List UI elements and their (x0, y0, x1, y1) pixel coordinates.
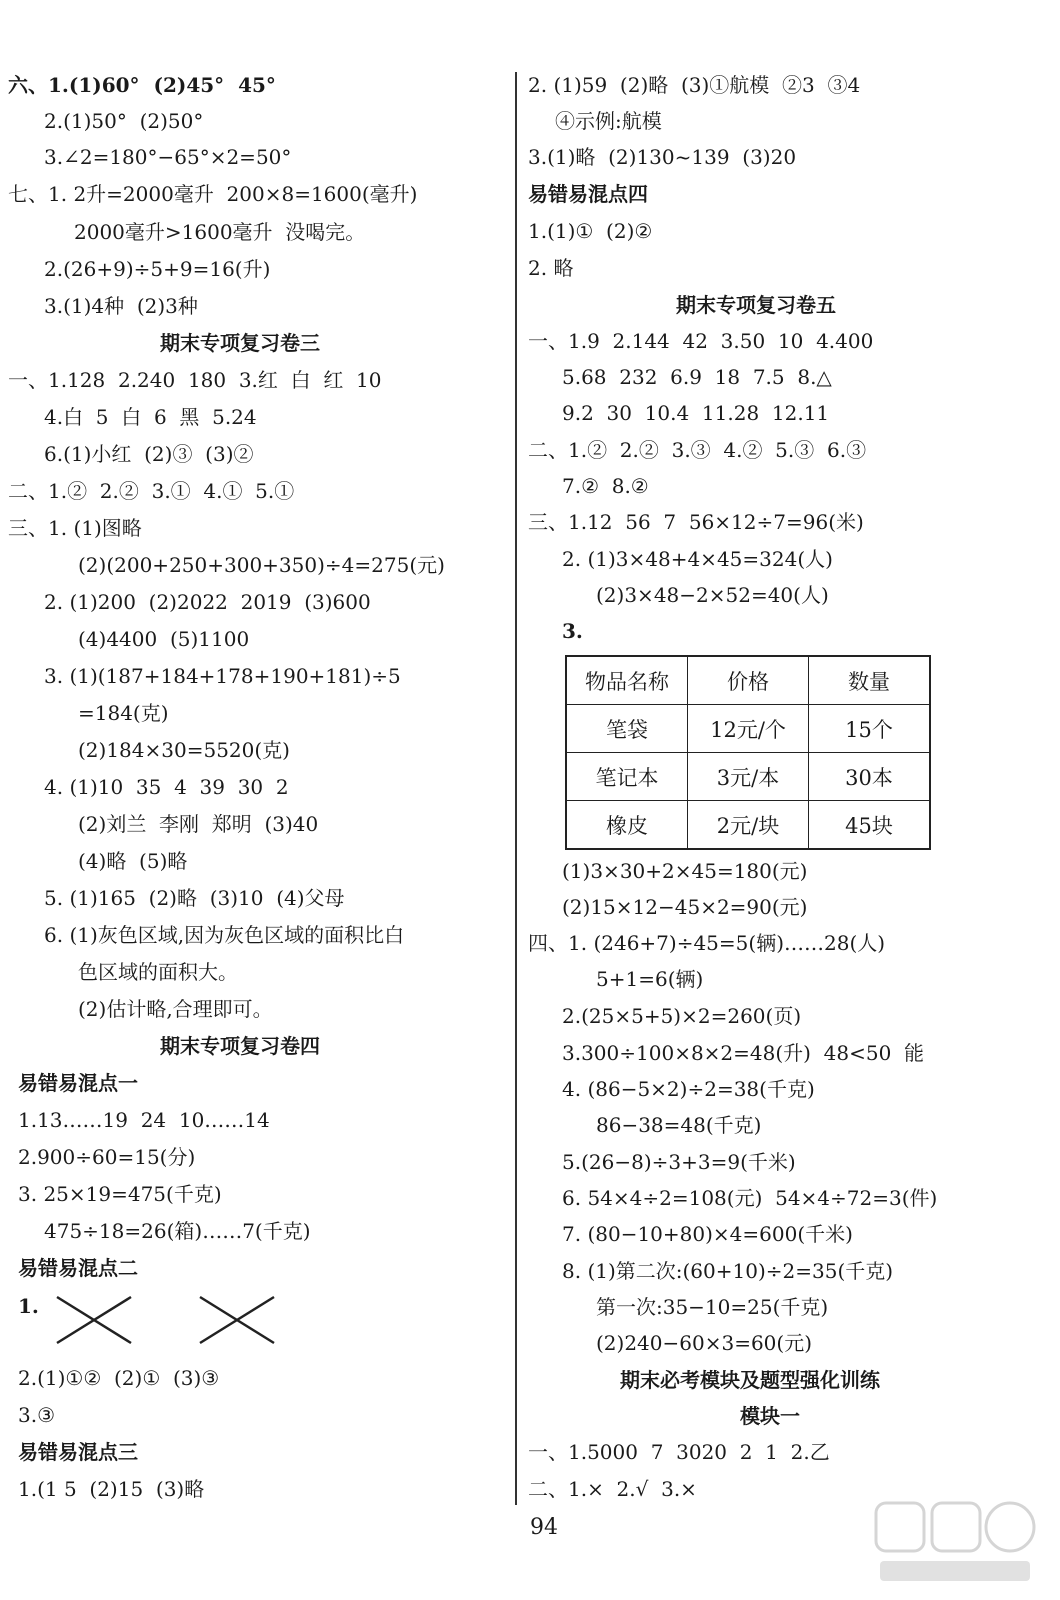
answer-line: 一、1.5000 7 3020 2 1 2.乙 (528, 1440, 830, 1464)
answer-line: (1)3×30+2×45=180(元) (562, 859, 808, 883)
answer-line: 2.(1)①② (2)① (3)③ (18, 1366, 220, 1390)
answer-line: 3. 25×19=475(千克) (18, 1182, 222, 1206)
table-header-row (566, 656, 930, 705)
table-cell: 12元/个 (688, 705, 809, 753)
answer-line: 6. (1)灰色区域,因为灰色区域的面积比白 (44, 923, 405, 947)
answer-line: 475÷18=26(箱)……7(千克) (44, 1219, 311, 1243)
subsection-heading: 易错易混点四 (528, 182, 648, 206)
answer-line: 2.(1)50° (2)50° (44, 109, 204, 133)
answer-line: 一、1.128 2.240 180 3.红 白 红 10 (8, 368, 382, 392)
crossing-lines-figure-2 (198, 1293, 278, 1348)
answer-line: 4. (1)10 35 4 39 30 2 (44, 775, 289, 799)
answer-line: 5.(26−8)÷3+3=9(千米) (562, 1150, 796, 1174)
answer-line: 2.(25×5+5)×2=260(页) (562, 1004, 802, 1028)
section-heading: 期末专项复习卷三 (160, 331, 320, 355)
answer-line: 2.(26+9)÷5+9=16(升) (44, 257, 271, 281)
table-row (566, 753, 930, 801)
answer-line: 3.(1)略 (2)130~139 (3)20 (528, 145, 797, 169)
answer-line: (2)240−60×3=60(元) (596, 1331, 813, 1355)
answer-line: 第一次:35−10=25(千克) (596, 1295, 829, 1319)
answer-line: 5.68 232 6.9 18 7.5 8.△ (562, 365, 832, 389)
answer-line: 2. (1)59 (2)略 (3)①航模 ②3 ③4 (528, 73, 861, 97)
crossing-lines-figure-1 (55, 1293, 135, 1348)
answer-line: 1. (18, 1294, 39, 1318)
answer-line: 2. (1)200 (2)2022 2019 (3)600 (44, 590, 371, 614)
section-heading: 期末专项复习卷五 (676, 293, 836, 317)
answer-line: (2)(200+250+300+350)÷4=275(元) (78, 553, 445, 577)
answer-line: 6. 54×4÷2=108(元) 54×4÷72=3(件) (562, 1186, 938, 1210)
answer-line: 3. (562, 619, 583, 643)
answer-line: 一、1.9 2.144 42 3.50 10 4.400 (528, 329, 874, 353)
table-cell: 笔袋 (566, 705, 688, 753)
watermark-logo-icon (870, 1495, 1040, 1590)
table-cell: 30本 (809, 753, 931, 801)
table-header-cell: 价格 (688, 656, 809, 705)
answer-line: 86−38=48(千克) (596, 1113, 762, 1137)
answer-line: (2)3×48−2×52=40(人) (596, 583, 829, 607)
answer-line: 7.② 8.② (562, 474, 649, 498)
page-number: 94 (530, 1515, 558, 1540)
answer-line: 二、1.② 2.② 3.① 4.① 5.① (8, 479, 295, 503)
answer-line: (2)184×30=5520(克) (78, 738, 290, 762)
answer-line: ④示例:航模 (555, 109, 662, 133)
answer-line: 6.(1)小红 (2)③ (3)② (44, 442, 254, 466)
subsection-heading: 模块一 (740, 1404, 800, 1428)
answer-line: (2)刘兰 李刚 郑明 (3)40 (78, 812, 319, 836)
answer-line: 4. (86−5×2)÷2=38(千克) (562, 1077, 815, 1101)
answer-line: 3.③ (18, 1403, 56, 1427)
subsection-heading: 易错易混点二 (18, 1256, 138, 1280)
table-cell: 2元/块 (688, 801, 809, 850)
answer-line: 3. (1)(187+184+178+190+181)÷5 (44, 664, 401, 688)
table-row (566, 705, 930, 753)
table-cell: 笔记本 (566, 753, 688, 801)
answer-line: 1.(1)① (2)② (528, 219, 653, 243)
answer-line: (2)估计略,合理即可。 (78, 997, 273, 1021)
price-table (565, 655, 931, 850)
answer-line: 三、1. (1)图略 (8, 516, 142, 540)
answer-line: 3.∠2=180°−65°×2=50° (44, 145, 292, 169)
answer-line: 2.900÷60=15(分) (18, 1145, 196, 1169)
answer-line: 5. (1)165 (2)略 (3)10 (4)父母 (44, 886, 345, 910)
answer-line: 六、1.(1)60° (2)45° 45° (8, 73, 276, 97)
answer-line: 七、1. 2升=2000毫升 200×8=1600(毫升) (8, 182, 418, 206)
answer-line: 2. 略 (528, 256, 574, 280)
answer-line: =184(克) (78, 701, 169, 725)
answer-line: 三、1.12 56 7 56×12÷7=96(米) (528, 510, 864, 534)
answer-line: 二、1.② 2.② 3.③ 4.② 5.③ 6.③ (528, 438, 867, 462)
table-header-cell: 物品名称 (566, 656, 688, 705)
answer-line: 2. (1)3×48+4×45=324(人) (562, 547, 833, 571)
subsection-heading: 易错易混点三 (18, 1440, 138, 1464)
table-cell: 3元/本 (688, 753, 809, 801)
table-cell: 15个 (809, 705, 931, 753)
table-row (566, 801, 930, 850)
answer-line: 1.(1 5 (2)15 (3)略 (18, 1477, 205, 1501)
answer-line: 3.(1)4种 (2)3种 (44, 294, 198, 318)
table-cell: 45块 (809, 801, 931, 850)
answer-line: 四、1. (246+7)÷45=5(辆)……28(人) (528, 931, 886, 955)
answer-line: (2)15×12−45×2=90(元) (562, 895, 808, 919)
table-header-cell: 数量 (809, 656, 931, 705)
subsection-heading: 易错易混点一 (18, 1071, 138, 1095)
answer-line: 4.白 5 白 6 黑 5.24 (44, 405, 257, 429)
answer-line: (4)4400 (5)1100 (78, 627, 250, 651)
answer-line: 色区域的面积大。 (78, 960, 238, 984)
answer-line: 2000毫升>1600毫升 没喝完。 (74, 220, 366, 244)
table-cell: 橡皮 (566, 801, 688, 850)
answer-line: 7. (80−10+80)×4=600(千米) (562, 1222, 853, 1246)
section-heading: 期末专项复习卷四 (160, 1034, 320, 1058)
answer-line: 二、1.× 2.√ 3.× (528, 1477, 697, 1501)
answer-line: 5+1=6(辆) (596, 967, 704, 991)
section-heading: 期末必考模块及题型强化训练 (620, 1368, 880, 1392)
answer-line: 3.300÷100×8×2=48(升) 48<50 能 (562, 1041, 925, 1065)
answer-line: (4)略 (5)略 (78, 849, 188, 873)
answer-line: 1.13……19 24 10……14 (18, 1108, 270, 1132)
answer-line: 8. (1)第二次:(60+10)÷2=35(千克) (562, 1259, 894, 1283)
answer-line: 9.2 30 10.4 11.28 12.11 (562, 401, 830, 425)
column-divider (515, 72, 517, 1505)
